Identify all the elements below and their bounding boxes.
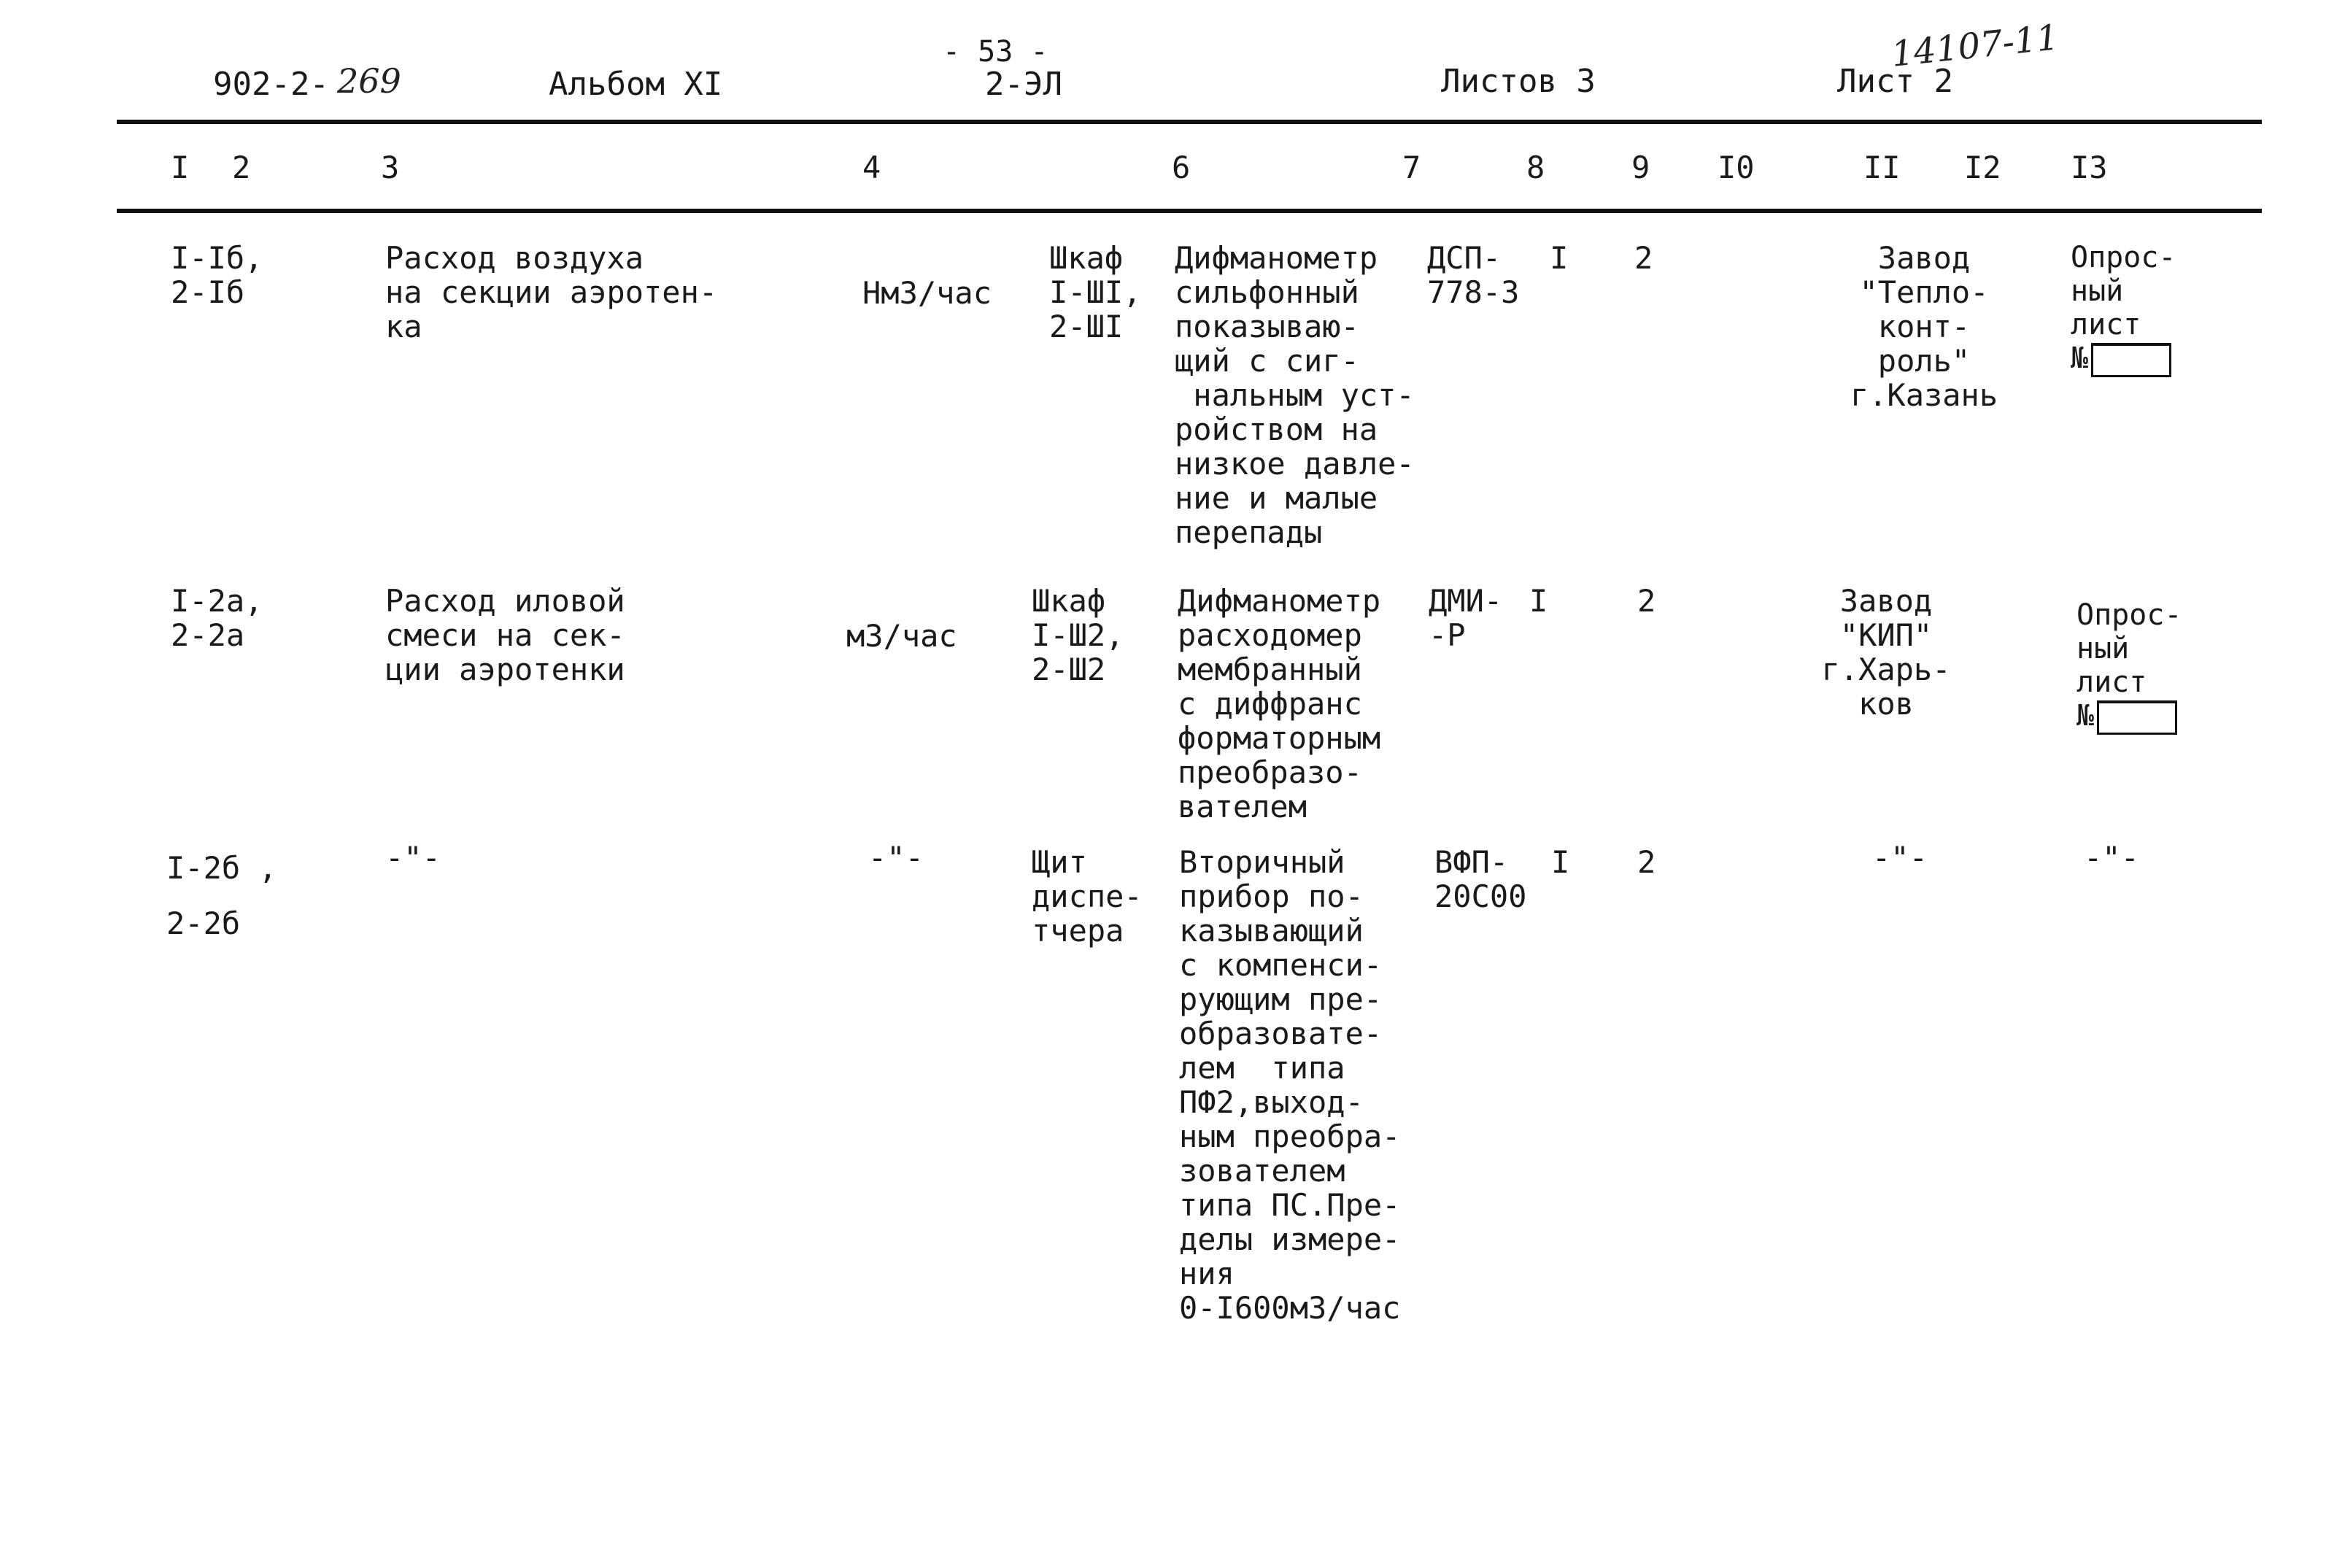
parameter-cell — [385, 241, 717, 344]
position-line: I-2б , — [166, 850, 277, 886]
note-cell — [2071, 241, 2176, 377]
parameter-cell: -"- — [385, 840, 441, 876]
col-num-9: 9 — [1631, 150, 1650, 185]
sheets-total: Листов 3 — [1441, 63, 1596, 100]
col-num-2: 2 — [232, 150, 251, 185]
quantity-cell: 2 — [1634, 240, 1653, 276]
device-line: с диффранс — [1178, 686, 1362, 722]
parameter-line: на секции аэротен- — [385, 274, 718, 310]
parameter-line: Расход иловой — [385, 583, 625, 619]
col-num-6: 6 — [1172, 150, 1191, 185]
section-code: 2-ЭЛ — [985, 66, 1062, 103]
location-line: I-Ш2, — [1032, 617, 1124, 653]
manufacturer-line: г.Казань — [1850, 377, 1998, 413]
blank-number-box — [2091, 343, 2171, 377]
col8-cell: I — [1550, 240, 1569, 276]
device-line: щий с сиг- — [1175, 343, 1359, 379]
unit-cell: НмЗ/час — [862, 275, 992, 311]
col-num-8: 8 — [1526, 150, 1545, 185]
manufacturer-cell: -"- — [1872, 840, 1928, 876]
note-line: лист — [2076, 665, 2147, 699]
col-num-1: I — [171, 150, 190, 185]
blank-number-box — [2097, 700, 2177, 735]
manufacturer-cell — [1788, 584, 1985, 721]
device-line: сильфонный — [1175, 274, 1359, 310]
location-cell — [1049, 241, 1141, 344]
note-number-sign: № — [2076, 699, 2095, 733]
col-num-12: I2 — [1964, 150, 2001, 185]
device-line: нальным уст- — [1175, 377, 1415, 413]
type-cell — [1429, 584, 1502, 652]
device-line: расходомер — [1178, 617, 1362, 653]
note-number-sign: № — [2071, 341, 2089, 375]
type-line: ВФП- — [1434, 844, 1509, 880]
location-line: тчера — [1032, 913, 1124, 949]
device-cell — [1179, 845, 1400, 1325]
position-line: I-Iб, — [171, 240, 263, 276]
device-line: зователем — [1179, 1153, 1345, 1189]
device-line: типа ПС.Пре- — [1179, 1187, 1401, 1223]
note-line — [2076, 699, 2182, 735]
location-line: 2-ШI — [1049, 309, 1124, 344]
position-cell — [171, 241, 263, 309]
device-line: ройством на — [1175, 412, 1378, 447]
device-line: форматорным — [1178, 720, 1381, 756]
note-line: ный — [2076, 632, 2130, 665]
position-cell — [166, 841, 277, 951]
device-cell — [1178, 584, 1380, 824]
manufacturer-cell — [1826, 241, 2023, 412]
type-line: 20С00 — [1434, 878, 1527, 914]
device-line: ным преобра- — [1179, 1119, 1401, 1154]
device-line: мембранный — [1178, 652, 1362, 687]
col-num-3: 3 — [381, 150, 400, 185]
device-line: лем типа — [1179, 1050, 1345, 1086]
unit-cell: -"- — [868, 840, 924, 876]
note-line: Опрос- — [2076, 598, 2182, 632]
parameter-cell — [385, 584, 625, 687]
doc-code-handwritten: 269 — [337, 61, 401, 101]
manufacturer-line: Завод — [1839, 583, 1933, 619]
col8-cell: I — [1529, 583, 1548, 619]
parameter-line: ции аэротенки — [385, 652, 625, 687]
location-line: Шкаф — [1049, 240, 1124, 276]
location-line: диспе- — [1032, 878, 1143, 914]
manufacturer-line: ков — [1858, 686, 1914, 722]
quantity-cell: 2 — [1637, 844, 1656, 880]
device-line: перепады — [1175, 514, 1323, 550]
sheet-number: Лист 2 — [1837, 63, 1953, 100]
note-line: лист — [2071, 308, 2141, 341]
doc-code: 902-2- — [213, 66, 329, 103]
device-line: вателем — [1178, 789, 1307, 824]
device-line: делы измере- — [1179, 1221, 1401, 1257]
note-cell — [2076, 598, 2182, 735]
type-cell — [1427, 241, 1519, 309]
page-number: - 53 - — [943, 35, 1048, 69]
unit-cell: мЗ/час — [846, 618, 957, 654]
device-line: Вторичный — [1179, 844, 1345, 880]
header-rule — [117, 120, 2262, 124]
location-cell — [1032, 584, 1124, 687]
position-line: 2-2б — [166, 905, 241, 941]
device-line: преобразо- — [1178, 754, 1362, 790]
manufacturer-line: г.Харь- — [1821, 652, 1951, 687]
position-cell — [171, 584, 263, 652]
col-num-10: I0 — [1718, 150, 1755, 185]
device-line: казывающий — [1179, 913, 1364, 949]
manufacturer-line: "КИП" — [1839, 617, 1933, 653]
device-cell — [1175, 241, 1415, 549]
device-line: 0-I600мЗ/час — [1179, 1290, 1401, 1326]
location-line: 2-Ш2 — [1032, 652, 1106, 687]
position-line: 2-Iб — [171, 274, 245, 310]
column-header-rule — [117, 209, 2262, 213]
device-line: рующим пре- — [1179, 981, 1383, 1017]
manufacturer-line: роль" — [1877, 343, 1971, 379]
location-cell — [1032, 845, 1143, 948]
parameter-line: Расход воздуха — [385, 240, 644, 276]
note-cell: -"- — [2084, 840, 2139, 876]
device-line: образовате- — [1179, 1016, 1383, 1051]
note-line — [2071, 341, 2176, 377]
location-line: Щит — [1032, 844, 1087, 880]
position-line: I-2а, — [171, 583, 263, 619]
device-line: ние и малые — [1175, 480, 1378, 516]
device-line: Дифманометр — [1178, 583, 1381, 619]
parameter-line: ка — [385, 309, 422, 344]
device-line: Дифманометр — [1175, 240, 1378, 276]
album-label: Альбом XI — [549, 66, 723, 103]
type-line: ДСП- — [1427, 240, 1502, 276]
note-line: Опрос- — [2071, 241, 2176, 274]
location-line: I-ШI, — [1049, 274, 1142, 310]
col-num-4: 4 — [862, 150, 881, 185]
col-num-13: I3 — [2071, 150, 2108, 185]
device-line: низкое давле- — [1175, 446, 1415, 482]
device-line: ния — [1179, 1256, 1235, 1291]
parameter-line: смеси на сек- — [385, 617, 625, 653]
note-line: ный — [2071, 274, 2124, 308]
handwritten-ref: 14107-11 — [1889, 17, 2061, 75]
manufacturer-line: "Тепло- — [1859, 274, 1989, 310]
position-line: 2-2а — [171, 617, 245, 653]
device-line: прибор по- — [1179, 878, 1364, 914]
device-line: ПФ2,выход- — [1179, 1084, 1364, 1120]
col-num-7: 7 — [1402, 150, 1421, 185]
manufacturer-line: конт- — [1877, 309, 1971, 344]
type-line: ДМИ- — [1429, 583, 1503, 619]
type-cell — [1434, 845, 1526, 914]
device-line: с компенси- — [1179, 947, 1383, 983]
type-line: -Р — [1429, 617, 1466, 653]
col-num-11: II — [1863, 150, 1901, 185]
type-line: 778-3 — [1427, 274, 1520, 310]
quantity-cell: 2 — [1637, 583, 1656, 619]
location-line: Шкаф — [1032, 583, 1106, 619]
device-line: показываю- — [1175, 309, 1359, 344]
manufacturer-line: Завод — [1877, 240, 1971, 276]
col8-cell: I — [1551, 844, 1570, 880]
